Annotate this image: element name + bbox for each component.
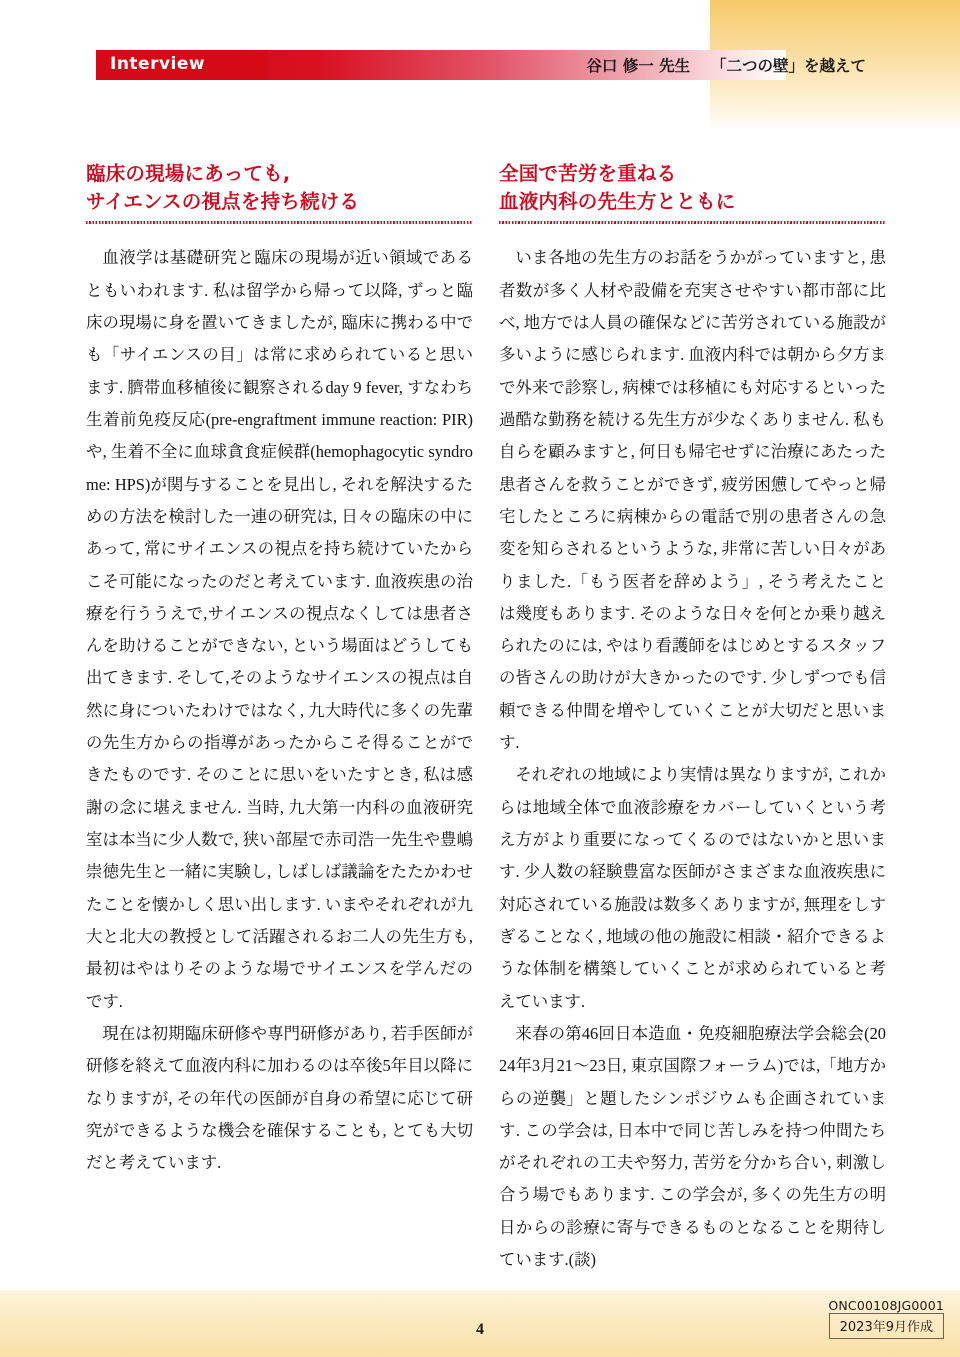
header-title bbox=[586, 54, 866, 76]
left-heading-line-1: 臨床の現場にあっても, bbox=[86, 162, 291, 185]
right-heading-rule bbox=[499, 221, 886, 224]
section-tab-label: Interview bbox=[110, 54, 206, 74]
paragraph: それぞれの地域により実情は異なりますが, これからは地域全体で血液診療をカバーしていくという考え方がより重要になってくるのではないかと思います. 少人数の経験豊富な医師がさまざまな血液疾患に対応されている施設は数多くありますが, 無理をしすぎることなく, 地域の他の施設に相談・紹介できるような体制を構築していくことが求められていると考えています. bbox=[499, 765, 886, 1011]
page-footer bbox=[0, 1290, 960, 1357]
paragraph: 現在は初期臨床研修や専門研修があり, 若手医師が研修を終えて血液内科に加わるのは卒後5年目以降になりますが, その年代の医師が自身の希望に応じて研究ができるような機会を確保することも, とても大切だと考えています. bbox=[86, 1023, 473, 1173]
section-tab bbox=[96, 50, 268, 80]
header-title-person: 谷口 修一 先生 bbox=[586, 57, 691, 75]
left-section-heading bbox=[86, 160, 473, 221]
creation-date-badge: 2023年9月作成 bbox=[829, 1313, 944, 1339]
right-heading-line-2: 血液内科の先生方とともに bbox=[499, 189, 736, 213]
header-title-topic: 「二つの壁」を越えて bbox=[710, 57, 866, 75]
article-columns bbox=[86, 160, 886, 1276]
paragraph: 血液学は基礎研究と臨床の現場が近い領域であるともいわれます. 私は留学から帰って以降, ずっと臨床の現場に身を置いてきましたが, 臨床に携わる中でも「サイエンスの目」は常に求められていると思います. 臍帯血移植後に観察されるday 9 fever, すなわち生着前免疫反応(pre-engraftment immune reaction: PIR)や, 生着不全に血球貪食症候群(hemophagocytic syndrome: HPS)が関与することを見出し, それを解決するための方法を検討した一連の研究は, 日々の臨床の中にあって, 常にサイエンスの視点を持ち続けていたからこそ可能になったのだと考えています. 血液疾患の治療を行ううえで,サイエンスの視点なくしては患者さんを助けることができない, という場面はどうしても出てきます. そして,そのようなサイエンスの視点は自然に身についたわけではなく, 九大時代に多くの先輩の先生方からの指導があったからこそ得ることができたものです. そのことに思いをいたすとき, 私は感謝の念に堪えません. 当時, 九大第一内科の血液研究室は本当に少人数で, 狭い部屋で赤司浩一先生や豊嶋崇徳先生と一緒に実験し, しばしば議論をたたかわせたことを懐かしく思い出します. いまやそれぞれが九大と北大の教授として活躍されるお二人の先生方も, 最初はやはりそのような場でサイエンスを学んだのです. bbox=[86, 248, 473, 1011]
paragraph: いま各地の先生方のお話をうかがっていますと, 患者数が多く人材や設備を充実させやすい都市部に比べ, 地方では人員の確保などに苦労されている施設が多いように感じられます. 血液内科では朝から夕方まで外来で診察し, 病棟では移植にも対応するといった過酷な勤務を続ける先生方が少なくありません. 私も自らを顧みますと, 何日も帰宅せずに治療にあたった患者さんを救うことができず, 疲労困憊してやっと帰宅したところに病棟からの電話で別の患者さんの急変を知らされるというような, 非常に苦しい日々がありました.「もう医者を辞めよう」, そう考えたことは幾度もあります. そのような日々を何とか乗り越えられたのには, やはり看護師をはじめとするスタッフの皆さんの助けが大きかったのです. 少しずつでも信頼できる仲間を増やしていくことが大切だと思います. bbox=[499, 248, 886, 753]
right-heading-line-1: 全国で苦労を重ねる bbox=[499, 162, 677, 185]
right-body-text bbox=[499, 242, 886, 1276]
left-heading-rule bbox=[86, 221, 473, 224]
right-column bbox=[499, 160, 886, 1276]
left-heading-line-2: サイエンスの視点を持ち続ける bbox=[86, 189, 360, 213]
left-body-text bbox=[86, 242, 473, 1179]
page-number: 4 bbox=[476, 1321, 484, 1338]
left-column bbox=[86, 160, 473, 1276]
document-code: ONC00108JG0001 bbox=[828, 1298, 944, 1313]
right-section-heading bbox=[499, 160, 886, 221]
page-header bbox=[96, 50, 866, 80]
paragraph: 来春の第46回日本造血・免疫細胞療法学会総会(2024年3月21〜23日, 東京国際フォーラム)では,「地方からの逆襲」と題したシンポジウムも企画されています. この学会は, 日本中で同じ苦しみを持つ仲間たちがそれぞれの工夫や努力, 苦労を分かち合い, 刺激し合う場でもあります. この学会が, 多くの先生方の明日からの診療に寄与できるものとなることを期待しています.(談) bbox=[499, 1023, 886, 1270]
